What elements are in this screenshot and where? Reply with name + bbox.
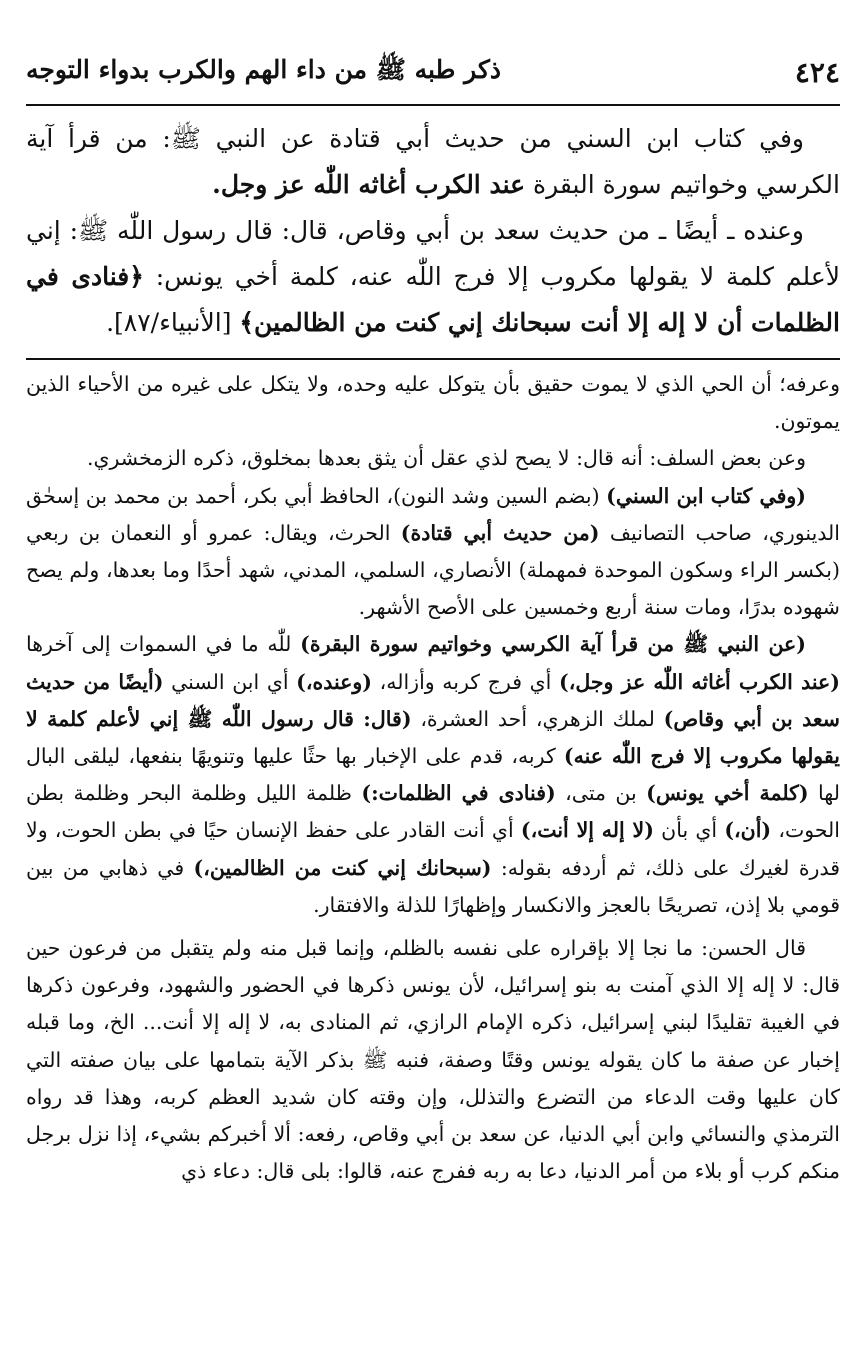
- quoted-matn: (وفي كتاب ابن السني): [606, 483, 806, 508]
- commentary-span: أي ابن السني: [163, 669, 297, 694]
- quoted-matn: (سبحانك إني كنت من الظالمين،): [193, 855, 492, 880]
- quoted-matn: (وعنده،): [296, 669, 373, 694]
- quoted-matn: (أيضًا من حديث سعد بن أبي وقاص): [26, 669, 840, 731]
- quoted-matn: (أن،): [724, 818, 772, 843]
- quoted-matn: (من حديث أبي قتادة): [400, 520, 600, 545]
- quoted-matn: (قال: قال رسول اللّٰه ﷺ إني لأعلم كلمة لا يقولها مكروب إلا فرج اللّٰه عنه): [26, 706, 840, 769]
- commentary-span: بن متى،: [555, 781, 647, 806]
- commentary-paragraph: وعرفه؛ أن الحي الذي لا يموت حقيق بأن يتوكل عليه وحده، ولا يتكل على غيره من الأحياء الذين يموتون.: [26, 372, 840, 434]
- quoted-matn: (كلمة أخي يونس): [646, 781, 809, 806]
- main-text-span: وعنده ـ أيضًا ـ من حديث سعد بن أبي وقاص، قال: قال رسول اللّٰه ﷺ: إني لأعلم كلمة لا يقولها مكروب إلا فرج اللّٰه عنه، كلمة أخي يونس:: [26, 216, 840, 291]
- commentary-paragraph: وعن بعض السلف: أنه قال: لا يصح لذي عقل أن يثق بعدها بمخلوق، ذكره الزمخشري.: [86, 446, 806, 471]
- main-text-bold-span: عند الكرب أغاثه اللّٰه عز وجل.: [212, 170, 526, 199]
- commentary-span: الحرث، ويقال: عمرو أو النعمان بن ربعي (بكسر الراء وسكون الموحدة فمهملة) الأنصاري، السلمي، المدني، شهد أحدًا وما بعدها، ولم يصح شهوده بدرًا، ومات سنة أربع وخمسين على الأصح الأشهر.: [26, 520, 840, 620]
- commentary-span: كربه، قدم على الإخبار بها حثًا عليها وتنويهًا بنفعها، ليلقى البال لها: [26, 744, 840, 806]
- book-page: [26, 40, 840, 1351]
- commentary-span: في ذهابي من بين قومي بلا إذن، تصريحًا بالعجز والانكسار وإظهارًا للذلة والافتقار.: [26, 855, 840, 917]
- commentary-span: أي أنت القادر على حفظ الإنسان حيًا في بطن الحوت، ولا قدرة لغيرك على ذلك، ثم أردفه بقوله:: [26, 818, 840, 880]
- commentary-span: (بضم السين وشد النون)، الحافظ أبي بكر، أحمد بن محمد بن إسحٰق الدينوري، صاحب التصانيف: [26, 483, 840, 545]
- commentary-paragraph: [26, 626, 840, 924]
- main-text-paragraph: [26, 116, 840, 208]
- commentary: [26, 366, 840, 1351]
- commentary-paragraph: [26, 478, 840, 627]
- verse-reference: [الأنبياء/٨٧].: [106, 308, 240, 337]
- quran-verse: ﴿فنادى في الظلمات أن لا إله إلا أنت سبحانك إني كنت من الظالمين﴾: [26, 262, 840, 337]
- page-number: ٤٢٤: [794, 55, 840, 89]
- commentary-span: ظلمة الليل وظلمة البحر وظلمة بطن الحوت،: [26, 781, 840, 843]
- commentary-span: أي فرج كربه وأزاله،: [372, 669, 559, 694]
- quoted-matn: (لا إله إلا أنت،): [520, 818, 654, 843]
- quoted-matn: (عند الكرب أغاثه اللّٰه عز وجل،): [559, 669, 840, 694]
- commentary-span: لملك الزهري، أحد العشرة،: [411, 706, 664, 731]
- commentary-span: أي بأن: [653, 818, 725, 843]
- section-divider: [26, 358, 840, 360]
- main-text-paragraph: [26, 208, 840, 344]
- main-text: [26, 116, 840, 344]
- quoted-matn: (عن النبي ﷺ من قرأ آية الكرسي وخواتيم سورة البقرة): [300, 632, 806, 657]
- page-header: [26, 40, 840, 106]
- commentary-span: للّٰه ما في السموات إلى آخرها: [26, 632, 301, 657]
- commentary-paragraph: قال الحسن: ما نجا إلا بإقراره على نفسه بالظلم، وإنما قبل منه ولم يتقبل من فرعون حين قال: لا إله إلا الذي آمنت به بنو إسرائيل، لأن يونس ذكرها في الحضور والشهود، وفرعون ذكرها في الغيبة تقليدًا لبني إسرائيل، ذكره الإمام الرازي، ثم المنادى به، لا إله إلا أنت... الخ، وما قبله إخبار عن صفة ما كان يقوله يونس وقتًا وصفة، فنبه ﷺ بذكر الآية بتمامها على بيان صفته التي كان عليها وقت الدعاء من التضرع والتذلل، وإن وقته كان شديد العظم كربه، وهذا قد رواه الترمذي والنسائي وابن أبي الدنيا، عن سعد بن أبي وقاص، رفعه: ألا أخبركم بشيء، إذا نزل برجل منكم كرب أو بلاء من أمر الدنيا، دعا به ربه ففرج عنه، قالوا: بلى قال: دعاء ذي: [26, 936, 840, 1184]
- main-text-span: وفي كتاب ابن السني من حديث أبي قتادة عن النبي ﷺ: من قرأ آية الكرسي وخواتيم سورة البقرة: [26, 124, 840, 199]
- running-title: ذكر طبه ﷺ من داء الهم والكرب بدواء التوجه: [26, 54, 501, 84]
- quoted-matn: (فنادى في الظلمات:): [361, 781, 556, 806]
